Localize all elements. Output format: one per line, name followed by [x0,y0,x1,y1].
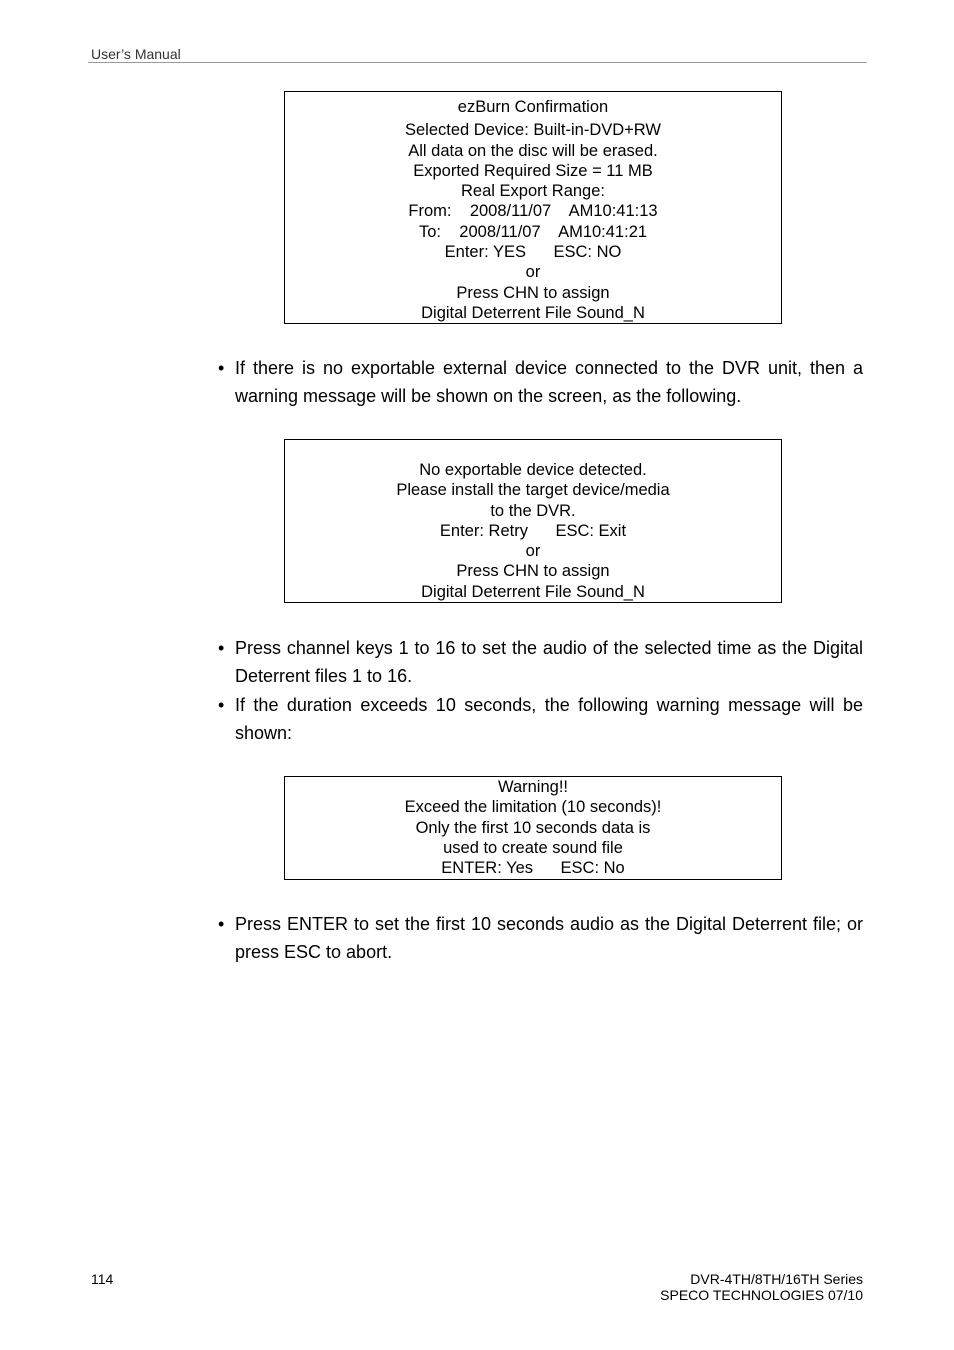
footer-company: SPECO TECHNOLOGIES 07/10 [660,1287,863,1303]
dialog-line: All data on the disc will be erased. [408,141,658,160]
footer-series: DVR-4TH/8TH/16TH Series [690,1271,863,1287]
dialog-line: to the DVR. [490,501,576,520]
bullet-item [218,691,863,747]
warning-dialog [284,776,782,880]
dialog-line: Only the first 10 seconds data is [415,818,651,837]
bullet-item [218,634,863,690]
dialog-line: From: 2008/11/07 AM10:41:13 [408,202,658,221]
running-header: User’s Manual [91,46,181,62]
dialog-line: To: 2008/11/07 AM10:41:21 [418,222,648,241]
dialog-line: or [525,542,541,561]
dialog-title: ezBurn Confirmation [457,98,609,116]
dialog-line: Selected Device: Built-in-DVD+RW [405,121,661,140]
dialog-options: ENTER: Yes ESC: No [441,859,625,878]
bullet-symbol: • [218,638,225,658]
ezburn-confirmation-dialog [284,91,782,324]
bullet-symbol: • [218,914,225,934]
bullet-symbol: • [218,695,225,715]
bullet-text: Press channel keys 1 to 16 to set the audio of the selected time as the Digital Deterrent files 1 to 16. [235,638,863,686]
dialog-title: No exportable device detected. [419,461,647,479]
header-rule [88,62,867,63]
dialog-options: Enter: Retry ESC: Exit [439,521,627,540]
dialog-line: Please install the target device/media [396,481,670,500]
dialog-options: Enter: YES ESC: NO [444,243,622,262]
bullet-text: Press ENTER to set the first 10 seconds audio as the Digital Deterrent file; or press ESC to abort. [235,914,863,962]
footer-info [660,1271,863,1303]
dialog-line: Press CHN to assign [456,283,610,302]
bullet-item [218,354,863,410]
no-device-dialog [284,439,782,603]
dialog-line: Exceed the limitation (10 seconds)! [404,798,662,817]
dialog-line: used to create sound file [443,838,623,857]
dialog-line: Real Export Range: [461,182,605,201]
bullet-item [218,910,863,966]
bullet-symbol: • [218,358,225,378]
dialog-line: Digital Deterrent File Sound_N [421,582,645,601]
bullet-text: If the duration exceeds 10 seconds, the following warning message will be shown: [235,695,863,743]
dialog-line: Press CHN to assign [456,562,610,581]
dialog-line: or [525,263,541,282]
dialog-title: Warning!! [498,778,568,796]
page-number: 114 [91,1271,114,1287]
dialog-line: Exported Required Size = 11 MB [413,161,653,180]
bullet-text: If there is no exportable external device connected to the DVR unit, then a warning message will be shown on the screen, as the following. [235,358,863,406]
dialog-line: Digital Deterrent File Sound_N [421,303,645,322]
